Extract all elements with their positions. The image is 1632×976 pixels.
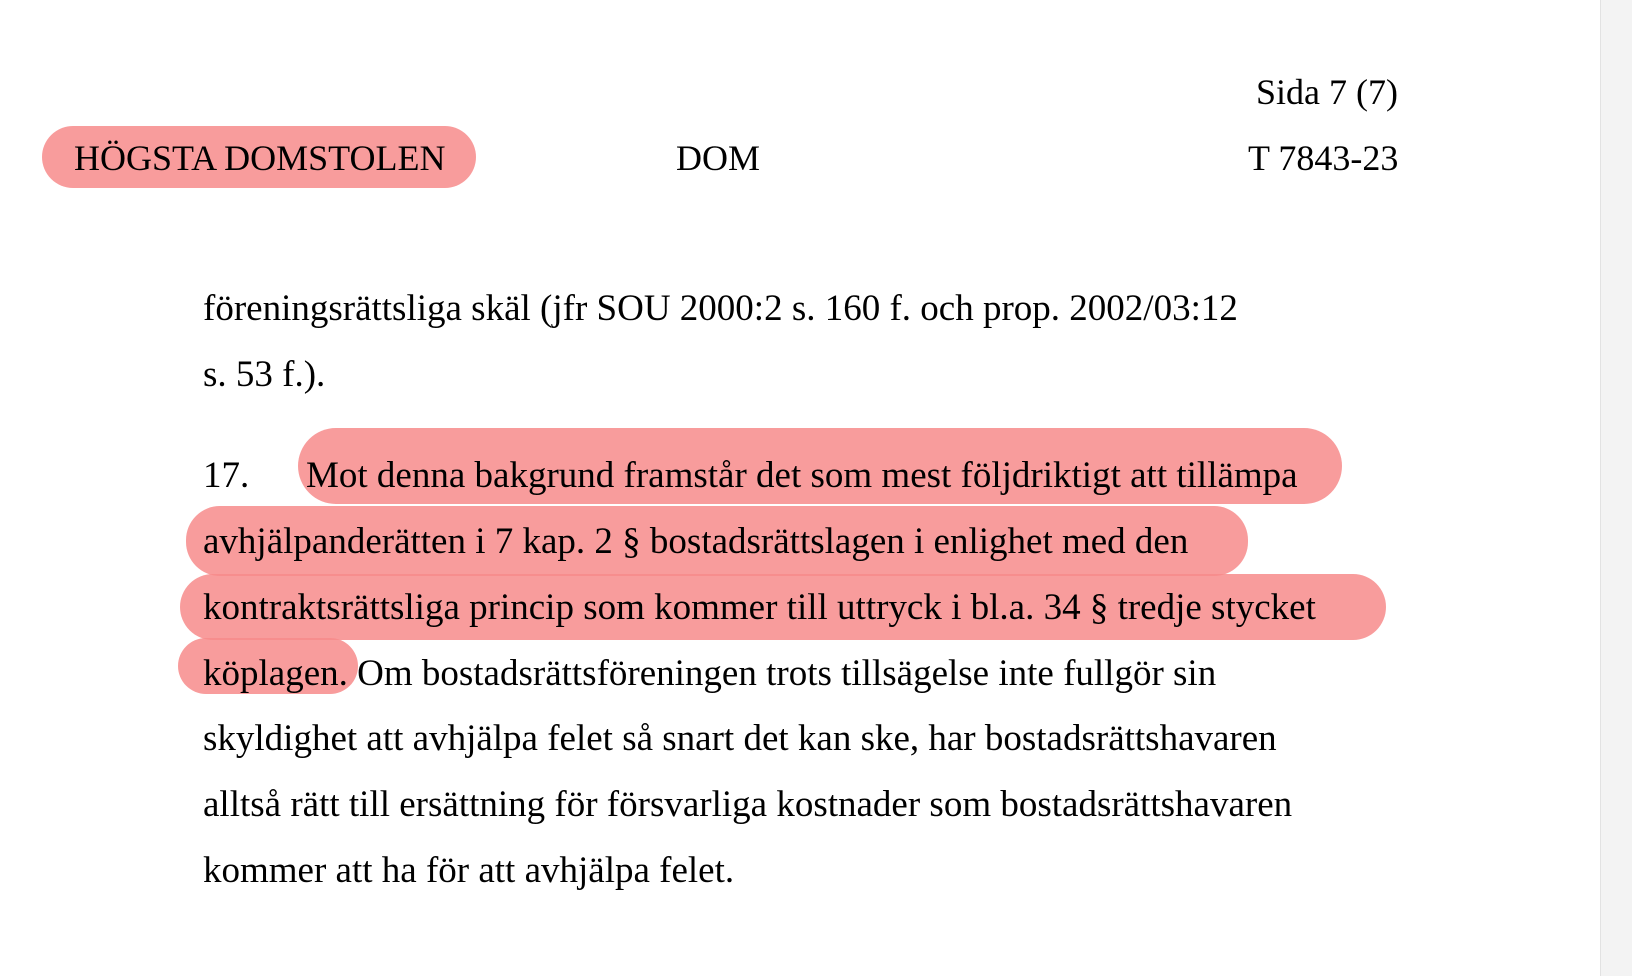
highlighted-text: köplagen. (203, 653, 348, 694)
paragraph-number: 17. (203, 455, 250, 496)
paragraph-line: kommer att ha för att avhjälpa felet. (203, 850, 735, 891)
paragraph-line (203, 655, 1216, 692)
document-type: DOM (676, 138, 761, 178)
body-line: s. 53 f.). (203, 354, 326, 395)
body-line: föreningsrättsliga skäl (jfr SOU 2000:2 s. 160 f. och prop. 2002/03:12 (203, 288, 1238, 329)
court-name: HÖGSTA DOMSTOLEN (74, 138, 446, 178)
paragraph-text: Om bostadsrättsföreningen trots tillsägelse inte fullgör sin (347, 653, 1217, 694)
paragraph-line: avhjälpanderätten i 7 kap. 2 § bostadsrättslagen i enlighet med den (203, 521, 1189, 562)
paragraph-line: skyldighet att avhjälpa felet så snart det kan ske, har bostadsrättshavaren (203, 718, 1277, 759)
vertical-scrollbar[interactable] (1600, 0, 1632, 976)
paragraph-line: kontraktsrättsliga princip som kommer till uttryck i bl.a. 34 § tredje stycket (203, 587, 1316, 628)
paragraph-line: Mot denna bakgrund framstår det som mest följdriktigt att tillämpa (306, 455, 1298, 496)
case-number: T 7843-23 (1248, 138, 1399, 178)
page-number: Sida 7 (7) (1256, 72, 1398, 112)
paragraph-line: alltså rätt till ersättning för försvarliga kostnader som bostadsrättshavaren (203, 784, 1293, 825)
